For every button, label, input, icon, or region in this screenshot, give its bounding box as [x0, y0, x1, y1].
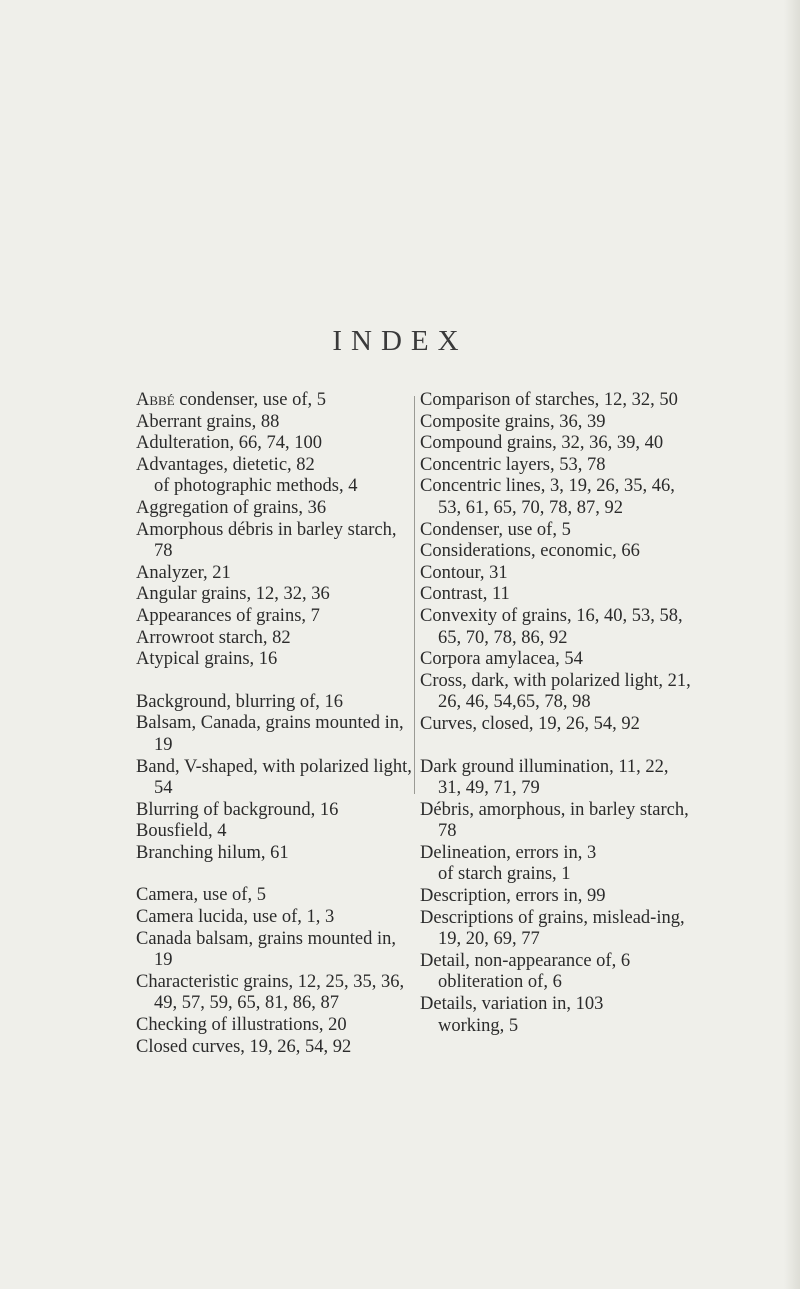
index-entry-text: Atypical grains, 16 — [136, 649, 278, 670]
index-entry — [420, 649, 696, 671]
index-entry — [420, 584, 696, 606]
index-entry — [420, 412, 696, 434]
index-entry — [420, 606, 696, 649]
index-entry-text: Amorphous débris in barley starch, 78 — [136, 519, 397, 562]
index-entry-text: Composite grains, 36, 39 — [420, 411, 606, 432]
index-entry — [136, 821, 412, 843]
index-letter-group — [136, 885, 412, 1058]
index-entry-text: Characteristic grains, 12, 25, 35, 36, 49, 57, 59, 65, 81, 86, 87 — [136, 971, 405, 1014]
index-entry-text: Considerations, economic, 66 — [420, 541, 640, 562]
index-entry — [420, 757, 696, 800]
index-entry — [420, 476, 696, 519]
index-entry-text: Camera lucida, use of, 1, 3 — [136, 907, 335, 928]
column-divider — [414, 396, 415, 794]
index-entry — [136, 907, 412, 929]
index-entry — [136, 843, 412, 865]
index-entry — [136, 520, 412, 563]
index-entry — [136, 433, 412, 455]
index-entry-text: Background, blurring of, 16 — [136, 691, 344, 712]
index-entry-text: Band, V-shaped, with polarized light, 54 — [136, 756, 412, 799]
index-entry — [136, 498, 412, 520]
index-entry-text: Description, errors in, 99 — [420, 886, 606, 907]
index-entry-lead-word: Abbé — [136, 390, 175, 410]
index-entry-text: Angular grains, 12, 32, 36 — [136, 584, 330, 605]
index-entry — [136, 692, 412, 714]
index-entry-text: Aggregation of grains, 36 — [136, 497, 327, 518]
index-entry-text: Contour, 31 — [420, 562, 508, 583]
index-entry-text: Contrast, 11 — [420, 584, 510, 605]
index-subentry — [420, 972, 696, 994]
index-subentry — [420, 864, 696, 886]
index-entry-text: Closed curves, 19, 26, 54, 92 — [136, 1036, 352, 1057]
index-entry-text: Blurring of background, 16 — [136, 799, 339, 820]
index-subentry — [136, 476, 412, 498]
index-entry — [136, 885, 412, 907]
index-entry-text: Appearances of grains, 7 — [136, 605, 320, 626]
index-entry-text: condenser, use of, 5 — [174, 390, 326, 410]
index-entry — [136, 1015, 412, 1037]
index-entry — [136, 390, 412, 412]
index-entry-text: Camera, use of, 5 — [136, 885, 266, 906]
index-entry — [420, 520, 696, 542]
index-entry-text: Corpora amylacea, 54 — [420, 649, 583, 670]
index-entry — [420, 433, 696, 455]
index-entry — [420, 390, 696, 412]
index-entry-text: Canada balsam, grains mounted in, 19 — [136, 928, 396, 971]
index-entry-text: Adulteration, 66, 74, 100 — [136, 433, 323, 454]
index-entry-text: Bousfield, 4 — [136, 821, 227, 842]
index-entry — [420, 843, 696, 865]
index-entry-text: Details, variation in, 103 — [420, 994, 604, 1015]
index-entry — [420, 563, 696, 585]
index-entry — [136, 455, 412, 477]
index-subentry — [420, 1016, 696, 1038]
index-entry — [136, 563, 412, 585]
index-entry-text: Balsam, Canada, grains mounted in, 19 — [136, 713, 404, 755]
index-entry — [420, 908, 696, 951]
index-entry — [136, 628, 412, 650]
index-entry-text: Advantages, dietetic, 82 — [136, 454, 315, 475]
index-entry — [136, 713, 412, 756]
page-title: INDEX — [332, 325, 468, 357]
index-entry-text: Compound grains, 32, 36, 39, 40 — [420, 433, 664, 454]
index-entry — [136, 649, 412, 671]
index-letter-group — [136, 692, 412, 865]
index-entry — [420, 455, 696, 477]
index-entry-text: Descriptions of grains, mislead-ing, 19, 20, 69, 77 — [420, 907, 685, 950]
index-entry — [136, 1037, 412, 1059]
index-entry-text: Concentric lines, 3, 19, 26, 35, 46, 53, 61, 65, 70, 78, 87, 92 — [420, 476, 675, 518]
index-entry-text: of photographic methods, 4 — [154, 476, 358, 497]
index-column-right — [420, 390, 696, 1058]
index-entry — [136, 800, 412, 822]
index-column-left — [136, 390, 412, 1079]
index-entry-text: Detail, non-appearance of, 6 — [420, 950, 631, 971]
index-entry — [136, 606, 412, 628]
index-letter-group — [136, 390, 412, 671]
index-entry-text: Condenser, use of, 5 — [420, 519, 571, 540]
index-entry-text: working, 5 — [438, 1015, 519, 1036]
index-entry — [136, 757, 412, 800]
index-entry — [136, 972, 412, 1015]
index-letter-group — [420, 390, 696, 736]
index-entry-text: Cross, dark, with polarized light, 21, 26, 46, 54,65, 78, 98 — [420, 670, 691, 713]
index-letter-group — [420, 757, 696, 1038]
index-entry-text: Analyzer, 21 — [136, 562, 231, 583]
index-entry — [420, 951, 696, 973]
index-entry — [136, 412, 412, 434]
index-entry — [420, 671, 696, 714]
index-entry — [420, 886, 696, 908]
index-entry — [420, 714, 696, 736]
index-entry-text: Concentric layers, 53, 78 — [420, 454, 606, 475]
index-entry — [136, 929, 412, 972]
index-entry-text: Convexity of grains, 16, 40, 53, 58, 65, 70, 78, 86, 92 — [420, 605, 683, 648]
index-entry-text: Débris, amorphous, in barley starch, 78 — [420, 799, 689, 842]
index-entry-text: Checking of illustrations, 20 — [136, 1015, 347, 1036]
index-entry-text: of starch grains, 1 — [438, 864, 571, 885]
index-entry — [420, 541, 696, 563]
index-entry-text: Dark ground illumination, 11, 22, 31, 49, 71, 79 — [420, 756, 669, 799]
index-entry-text: Delineation, errors in, 3 — [420, 842, 597, 863]
index-entry — [420, 994, 696, 1016]
index-entry-text: Branching hilum, 61 — [136, 842, 289, 863]
index-entry — [136, 584, 412, 606]
index-entry-text: obliteration of, 6 — [438, 972, 562, 993]
page-edge-shading — [784, 0, 800, 1289]
index-entry-text: Arrowroot starch, 82 — [136, 627, 291, 648]
index-entry — [420, 800, 696, 843]
index-entry-text: Aberrant grains, 88 — [136, 411, 280, 432]
index-entry-text: Curves, closed, 19, 26, 54, 92 — [420, 713, 640, 734]
index-entry-text: Comparison of starches, 12, 32, 50 — [420, 390, 678, 410]
